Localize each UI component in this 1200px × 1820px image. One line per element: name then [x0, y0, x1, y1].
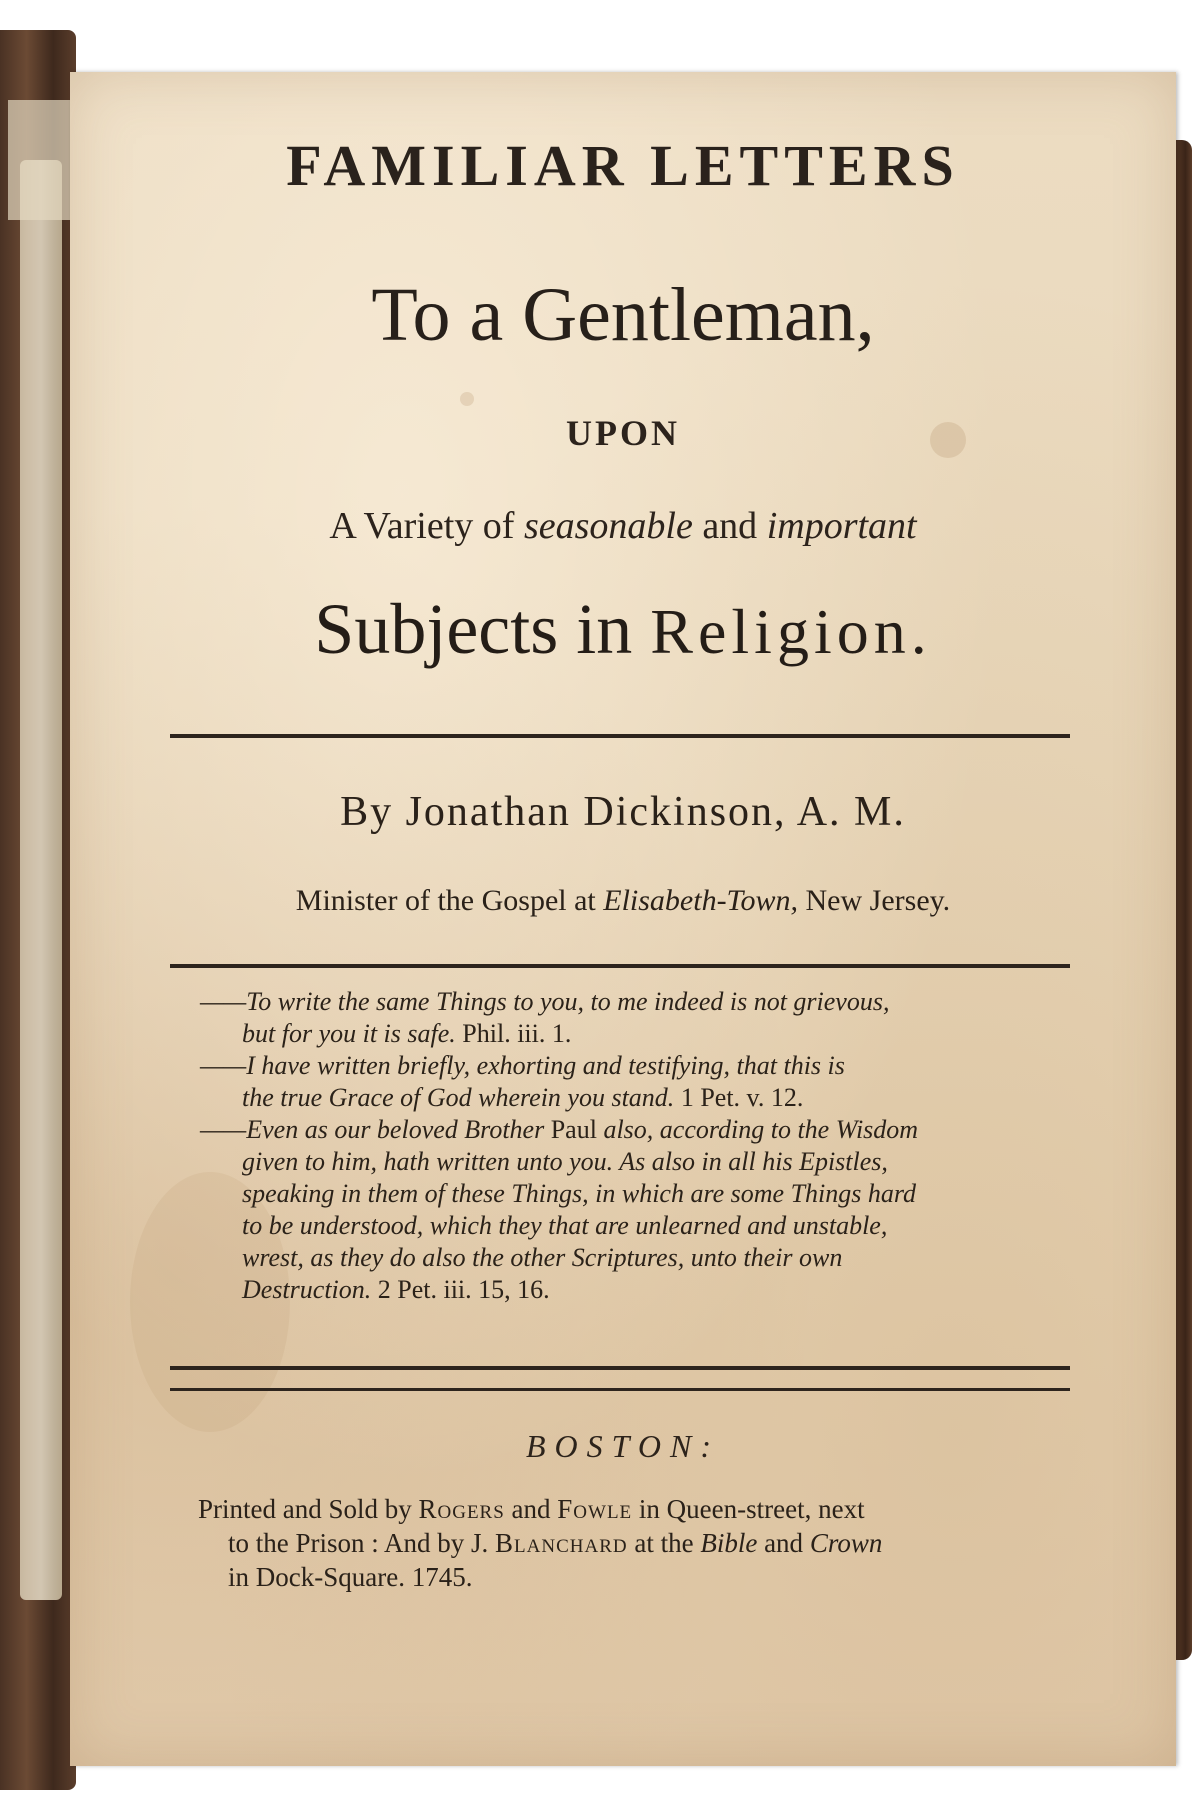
imprint-text: in Queen-street, next [632, 1494, 865, 1524]
title-line-upon: UPON [566, 413, 680, 453]
variety-italic-important: important [766, 505, 917, 547]
title-line-variety [70, 504, 1176, 548]
divider-rule [170, 1388, 1070, 1391]
epigraph-citation: 2 Pet. iii. 15, 16. [371, 1275, 550, 1304]
title-line-subjects-in-religion [70, 588, 1176, 671]
minister-text: Minister of the Gospel at [295, 884, 604, 917]
minister-state: New Jersey. [798, 884, 951, 917]
epigraph-line: ——To write the same Things to you, to me indeed is not grievous, [200, 987, 890, 1016]
epigraph-line [200, 1082, 1080, 1114]
imprint-text: and [757, 1528, 810, 1558]
epigraph-citation: 1 Pet. v. 12. [674, 1083, 804, 1112]
epigraph-line: ——I have written briefly, exhorting and testifying, that this is [200, 1051, 845, 1080]
spine-torn-area [8, 100, 70, 220]
epigraph-text: ——Even as our beloved Brother [200, 1115, 551, 1144]
minister-town: Elisabeth-Town, [603, 884, 799, 917]
shop-sign-bible: Bible [700, 1528, 758, 1558]
printer-name: Rogers [418, 1494, 505, 1524]
religion-text: Religion. [650, 596, 932, 667]
title-page [70, 72, 1176, 1766]
printer-name: Blanchard [495, 1528, 628, 1558]
epigraph-citation: Phil. iii. 1. [455, 1019, 572, 1048]
imprint-text: and [504, 1494, 558, 1524]
epigraph-line: speaking in them of these Things, in which are some Things hard [242, 1179, 917, 1208]
subjects-text: Subjects in [314, 589, 651, 669]
imprint-text: at the [627, 1528, 701, 1558]
epigraph-text: the true Grace of God wherein you stand. [242, 1083, 675, 1112]
variety-text: A Variety of [329, 505, 524, 547]
divider-rule [170, 734, 1070, 738]
epigraph-text: Destruction. [242, 1275, 372, 1304]
divider-rule [170, 1366, 1070, 1370]
spine-exposed-paper [20, 160, 62, 1600]
imprint-text: Printed and Sold by [198, 1494, 419, 1524]
epigraph-name-paul: Paul [550, 1115, 597, 1144]
title-line-familiar-letters: FAMILIAR LETTERS [286, 133, 960, 198]
author-byline: By Jonathan Dickinson, A. M. [340, 789, 906, 835]
epigraph-line: to be understood, which they that are unlearned and unstable, [242, 1211, 888, 1240]
imprint-line [198, 1526, 1088, 1560]
epigraph-line [200, 1018, 1080, 1050]
epigraph-quotation [200, 986, 1080, 1306]
title-line-to-a-gentleman: To a Gentleman, [371, 273, 875, 357]
author-description [70, 884, 1176, 918]
epigraph-line [200, 1114, 1080, 1146]
epigraph-line: given to him, hath written unto you. As also in all his Epistles, [242, 1147, 888, 1176]
epigraph-text: also, according to the Wisdom [596, 1115, 919, 1144]
divider-rule [170, 964, 1070, 968]
imprint-place: BOSTON: [526, 1428, 720, 1464]
foxing-stain [460, 392, 474, 406]
epigraph-line [200, 1274, 1080, 1306]
epigraph-line: wrest, as they do also the other Scriptures, unto their own [242, 1243, 843, 1272]
variety-text-and: and [692, 505, 767, 547]
variety-italic-seasonable: seasonable [523, 505, 693, 547]
epigraph-text: but for you it is safe. [242, 1019, 456, 1048]
imprint-line [198, 1492, 1088, 1526]
imprint-text: to the Prison : And by J. [228, 1528, 496, 1558]
shop-sign-crown: Crown [809, 1528, 883, 1558]
printer-name: Fowle [557, 1494, 633, 1524]
printer-imprint [198, 1492, 1088, 1594]
imprint-line: in Dock-Square. 1745. [228, 1562, 473, 1592]
